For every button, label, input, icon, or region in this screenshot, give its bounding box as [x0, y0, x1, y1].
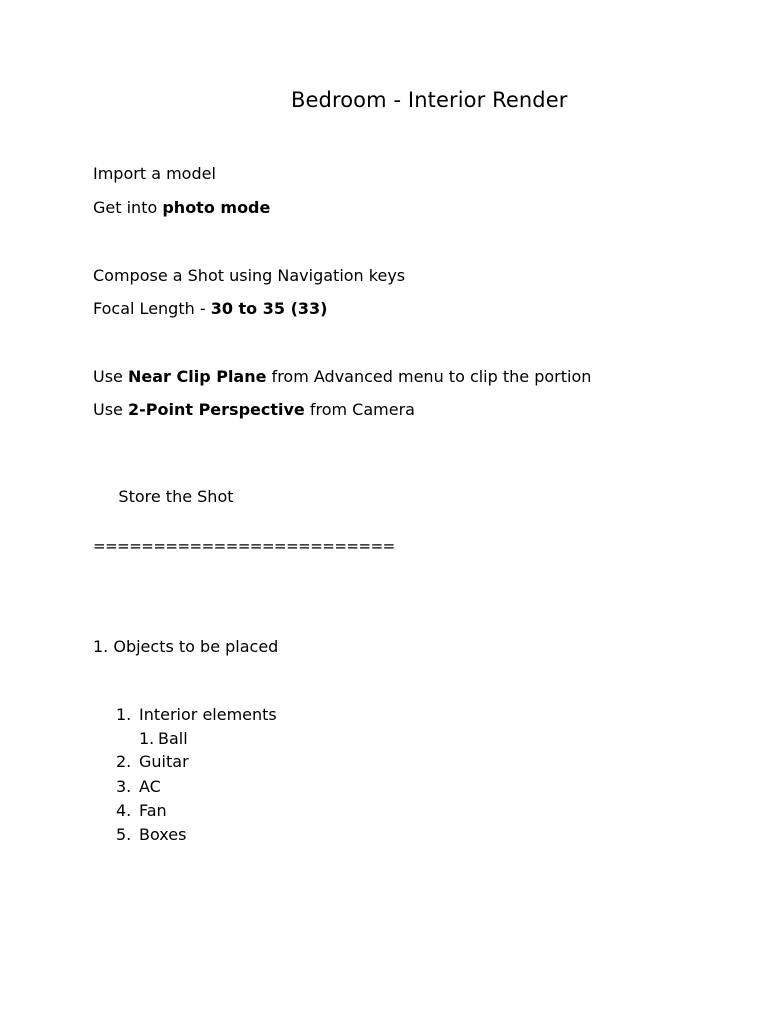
list-label: Fan: [139, 801, 167, 820]
step-bold-text: Near Clip Plane: [127, 367, 267, 386]
step-text: Get into: [93, 198, 163, 217]
list-number: 4.: [116, 801, 132, 820]
step-text: Compose a Shot using Navigation keys: [93, 266, 406, 285]
step-text: Use: [93, 400, 128, 419]
step-bold-text: 30 to 35 (33): [210, 299, 328, 318]
list-label: AC: [139, 777, 161, 796]
step-near-clip-plane: [93, 367, 591, 387]
step-text: Use: [93, 367, 128, 386]
step-photo-mode: [93, 198, 270, 218]
list-number: 5.: [116, 825, 132, 844]
objects-heading: 1. Objects to be placed: [93, 637, 279, 656]
list-label: Guitar: [139, 752, 189, 771]
list-number: 2.: [116, 752, 132, 771]
list-label: Boxes: [139, 825, 187, 844]
page-title: Bedroom - Interior Render: [291, 88, 568, 112]
step-compose-shot: [93, 266, 405, 286]
list-number: 3.: [116, 777, 132, 796]
step-store-shot: [93, 467, 234, 527]
list-number: 1.: [116, 705, 132, 724]
step-text: from Advanced menu to clip the portion: [266, 367, 592, 386]
step-text: Store the Shot: [113, 487, 234, 506]
step-import-model: [93, 164, 216, 184]
sub-list-label: Ball: [158, 729, 188, 748]
step-two-point-perspective: [93, 400, 415, 420]
step-text: Focal Length -: [93, 299, 211, 318]
step-bold-text: 2-Point Perspective: [127, 400, 305, 419]
step-text: Import a model: [93, 164, 216, 183]
separator-line: =========================: [93, 537, 395, 555]
step-bold-text: photo mode: [162, 198, 271, 217]
step-text: from Camera: [304, 400, 415, 419]
step-focal-length: [93, 299, 327, 319]
list-label: Interior elements: [139, 705, 277, 724]
sub-list-number: 1.: [139, 729, 155, 748]
